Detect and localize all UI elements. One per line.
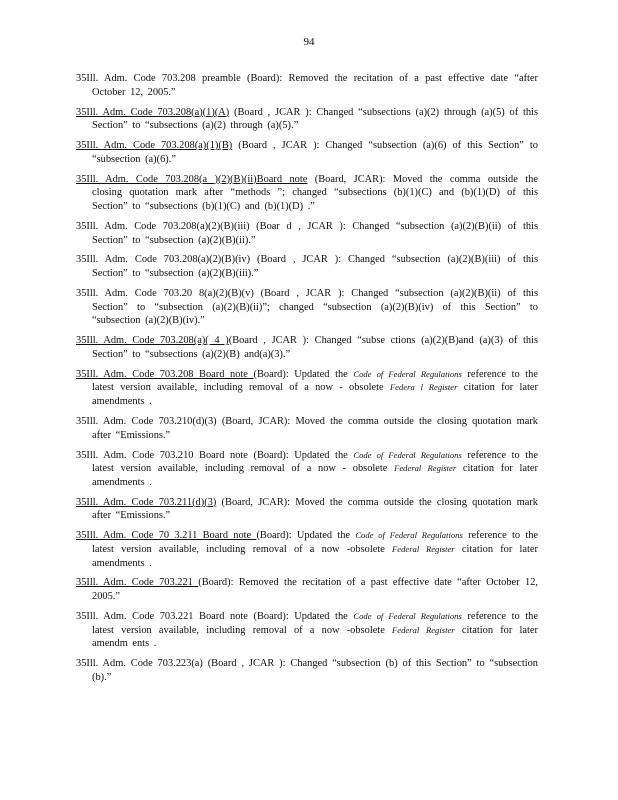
amendment-entry [76,72,538,99]
code-citation: 35Ill. Adm. Code 703.208 preamble [76,73,241,84]
italic-title: Federal Register [392,543,455,554]
amendment-text: (Board, JCAR): Moved the comma outside the closing quotation mark after “Emissions.” [92,496,538,522]
amendment-text: reference to the latest version available, including removal of a now -obsolete [92,611,538,636]
code-citation: 35Ill. Adm. Code 703.208(a)(1)(B) [76,140,233,152]
amendment-text: citation for later amendments . [92,543,538,569]
amendment-list [76,72,538,691]
amendment-text: (Board): Removed the recitation of a past effective date “after October 12, 2005.” [92,577,538,603]
italic-title: Federal Register [392,624,455,635]
code-citation: 35Ill. Adm. Code 703.208 Board note [76,368,254,380]
italic-title: Federal Register [394,463,457,474]
amendment-text: (Board): Updated the [256,530,356,542]
amendment-entry [76,657,538,684]
code-citation: 35Ill. Adm. Code 703.208(a)(1)(A) [76,106,230,118]
italic-title: Code of Federal Regulations [355,530,463,541]
amendment-entry [76,253,538,280]
amendment-text: (Board): Removed the recitation of a past effective date “after October 12, 2005.” [92,73,538,98]
code-citation: 35Ill. Adm. Code 703.211(d)(3) [76,496,217,508]
amendment-text: (Board , JCAR ): Changed “subsection (a)(6) of this Section” to “subsection (a)(6).” [92,140,538,165]
amendment-entry [76,220,538,247]
amendment-entry [76,139,538,166]
amendment-text: (Board): Updated the [253,368,354,380]
italic-title: Federa l Register [389,382,458,393]
amendment-text: (Board, JCAR): Moved the comma outside the closing quotation mark after “methods ”; changed “subsections (b)(1)(C) and (b)(1)(D) of this Section” to “subsections (b)(1)(C) and (b)(1)(D) .” [92,173,538,212]
italic-title: Code of Federal Regulations [353,611,462,622]
amendment-entry [76,106,538,133]
amendment-text: reference to the latest version available, including removal of a now -obsolete [92,530,539,555]
amendment-text: (Board): Updated the [247,611,354,623]
amendment-text: (Board , JCAR ): Changed “subsection (b) of this Section” to “subsection (b).” [92,658,538,683]
code-citation: 35Ill. Adm. Code 703.208(a )(2)(B)(ii)Board note [76,173,308,185]
code-citation: 35Ill. Adm. Code 703.210 Board note [76,449,248,461]
amendment-entry [76,415,538,442]
amendment-entry [76,529,538,570]
amendment-text: (Boar d , JCAR ): Changed “subsection (a)(2)(B)(ii) of this Section” to “subsection (a)(2)(B)(ii).” [92,220,538,246]
amendment-text: (Board): Updated the [247,449,354,461]
amendment-text: (Board , JCAR ): Changed “subsection (a)(2)(B)(iii) of this Section” to “subsection (a)(2)(B)(iii).” [92,254,539,280]
amendment-text: reference to the latest version available, including removal of a now - obsolete [92,368,538,394]
amendment-text: reference to the latest version available, including removal of a now - obsolete [92,449,538,475]
amendment-text: (Board, JCAR): Moved the comma outside the closing quotation mark after “Emissions.” [92,415,538,441]
code-citation: 35Ill. Adm. Code 703.210(d)(3) [76,415,217,427]
code-citation: 35Ill. Adm. Code 70 3.211 Board note [76,530,257,542]
code-citation: 35Ill. Adm. Code 703.20 8(a)(2)(B)(v) [76,288,254,300]
amendment-entry [76,449,538,490]
code-citation: 35Ill. Adm. Code 703.221 Board note [76,611,248,623]
amendment-text: citation for later amendments . [92,382,539,407]
code-citation: 35Ill. Adm. Code 703.221 [76,577,199,589]
amendment-entry [76,334,538,361]
amendment-entry [76,287,538,328]
amendment-entry [76,173,538,214]
amendment-entry [76,368,538,409]
amendment-text: (Board , JCAR ): Changed “subse ctions (a)(2)(B)and (a)(3) of this Section” to “subsections (a)(2)(B) and(a)(3).” [92,335,538,360]
amendment-entry [76,576,538,603]
code-citation: 35Ill. Adm. Code 703.223(a) [76,658,203,670]
amendment-text: citation for later amendments . [92,463,539,488]
amendment-text: citation for later amendm ents . [92,624,538,650]
amendment-entry [76,610,538,651]
amendment-text: (Board , JCAR ): Changed “subsections (a)(2) through (a)(5) of this Section” to “subsections (a)(2) through (a)(5).” [92,106,538,132]
code-citation: 35Ill. Adm. Code 703.208(a)( 4 ) [76,335,229,347]
amendment-entry [76,496,538,523]
amendment-text: (Board , JCAR ): Changed “subsection (a)(2)(B)(ii) of this Section” to “subsection (a)(2)(B)(ii)”; changed “subsection (a)(2)(B)(iv) of this Section” to “subsection (a)(2)(B)(iv).” [92,288,538,327]
code-citation: 35Ill. Adm. Code 703.208(a)(2)(B)(iv) [76,254,251,266]
code-citation: 35Ill. Adm. Code 703.208(a)(2)(B)(iii) [76,220,250,232]
italic-title: Code of Federal Regulations [353,449,462,460]
page-number: 94 [303,36,315,48]
italic-title: Code of Federal Regulations [353,368,462,379]
